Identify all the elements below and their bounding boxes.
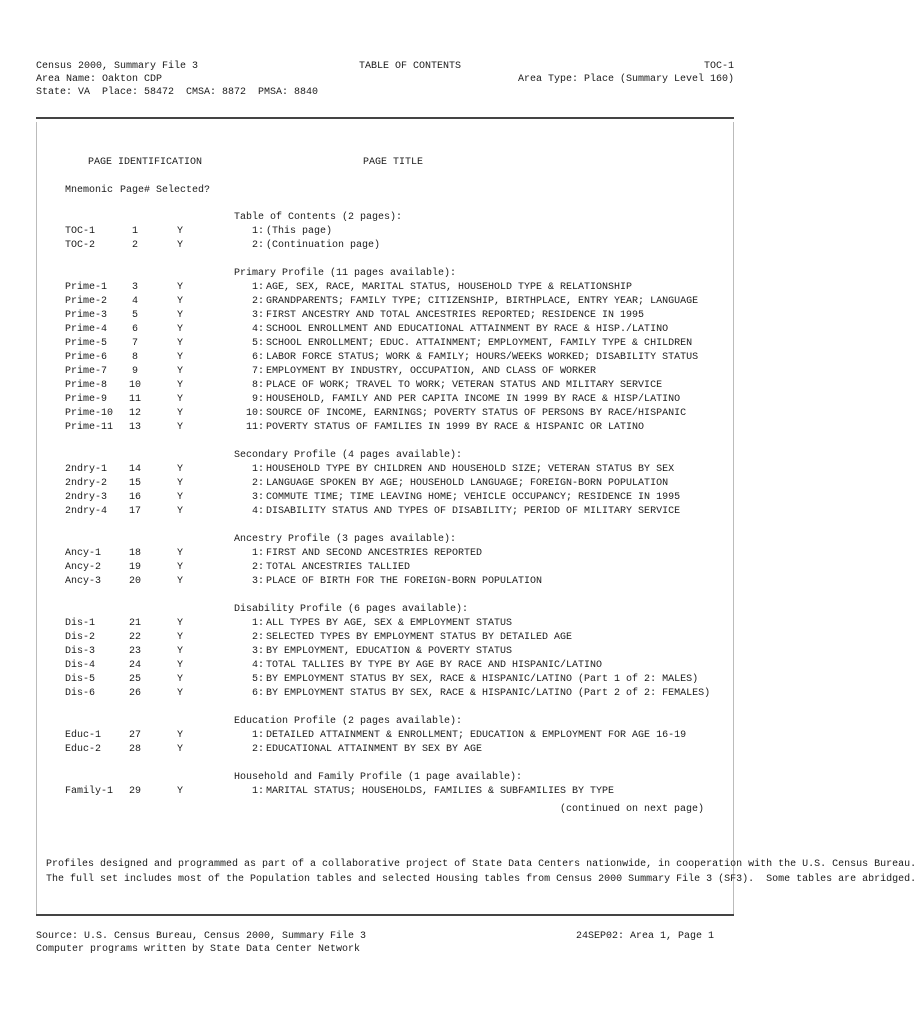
page-number-cell: 16 <box>128 492 141 503</box>
mnemonic-cell: Dis-4 <box>65 660 96 671</box>
mnemonic-cell: Ancy-1 <box>65 548 102 559</box>
mnemonic-cell: Prime-3 <box>65 310 108 321</box>
item-number-cell: 2: <box>251 744 264 755</box>
mnemonic-cell: Educ-1 <box>65 730 102 741</box>
selected-cell: Y <box>177 632 184 643</box>
toc-row <box>0 631 730 645</box>
item-title-cell: (Continuation page) <box>266 240 381 251</box>
selected-cell: Y <box>177 422 184 433</box>
section-title: Ancestry Profile (3 pages available): <box>234 534 457 545</box>
toc-row <box>0 239 730 253</box>
toc-row <box>0 323 730 337</box>
page-number-cell: 4 <box>131 296 138 307</box>
item-number-cell: 1: <box>251 548 264 559</box>
selected-cell: Y <box>177 380 184 391</box>
item-title-cell: EMPLOYMENT BY INDUSTRY, OCCUPATION, AND CLASS OF WORKER <box>266 366 597 377</box>
mnemonic-cell: Dis-5 <box>65 674 96 685</box>
toc-row <box>0 351 730 365</box>
item-title-cell: BY EMPLOYMENT STATUS BY SEX, RACE & HISPANIC/LATINO (Part 2 of 2: FEMALES) <box>266 688 711 699</box>
toc-row <box>0 729 730 743</box>
toc-row <box>0 463 730 477</box>
selected-cell: Y <box>177 576 184 587</box>
mnemonic-cell: TOC-1 <box>65 226 96 237</box>
bottom-rule <box>36 914 734 916</box>
mnemonic-cell: Dis-6 <box>65 688 96 699</box>
selected-cell: Y <box>177 394 184 405</box>
item-title-cell: COMMUTE TIME; TIME LEAVING HOME; VEHICLE OCCUPANCY; RESIDENCE IN 1995 <box>266 492 681 503</box>
page-title-heading: PAGE TITLE <box>363 157 424 168</box>
item-number-cell: 4: <box>251 660 264 671</box>
selected-cell: Y <box>177 660 184 671</box>
mnemonic-cell: Prime-10 <box>65 408 114 419</box>
mnemonic-cell: 2ndry-3 <box>65 492 108 503</box>
toc-row <box>0 673 730 687</box>
toc-row <box>0 645 730 659</box>
item-title-cell: FIRST ANCESTRY AND TOTAL ANCESTRIES REPORTED; RESIDENCE IN 1995 <box>266 310 645 321</box>
selected-cell: Y <box>177 338 184 349</box>
page-number-cell: 9 <box>131 366 138 377</box>
selected-cell: Y <box>177 744 184 755</box>
header-page-id: TOC-1 <box>703 61 734 72</box>
item-number-cell: 2: <box>251 478 264 489</box>
selected-cell: Y <box>177 240 184 251</box>
header-area-name: Area Name: Oakton CDP <box>36 74 163 85</box>
toc-row <box>0 505 730 519</box>
item-number-cell: 2: <box>251 632 264 643</box>
page-number-cell: 20 <box>128 576 141 587</box>
item-title-cell: (This page) <box>266 226 333 237</box>
item-number-cell: 3: <box>251 646 264 657</box>
selected-cell: Y <box>177 310 184 321</box>
toc-row <box>0 617 730 631</box>
selected-heading: Selected? <box>156 185 211 196</box>
page-number-cell: 12 <box>128 408 141 419</box>
selected-cell: Y <box>177 478 184 489</box>
item-title-cell: HOUSEHOLD, FAMILY AND PER CAPITA INCOME IN 1999 BY RACE & HISP/LATINO <box>266 394 681 405</box>
toc-row <box>0 547 730 561</box>
page-number-cell: 21 <box>128 618 141 629</box>
profile-note-line1: Profiles designed and programmed as part of a collaborative project of State Data Centers nationwide, in cooperation with the U.S. Census Bureau. <box>46 859 916 870</box>
selected-cell: Y <box>177 352 184 363</box>
item-title-cell: PLACE OF WORK; TRAVEL TO WORK; VETERAN STATUS AND MILITARY SERVICE <box>266 380 663 391</box>
item-title-cell: LANGUAGE SPOKEN BY AGE; HOUSEHOLD LANGUAGE; FOREIGN-BORN POPULATION <box>266 478 669 489</box>
selected-cell: Y <box>177 730 184 741</box>
toc-row <box>0 421 730 435</box>
toc-row <box>0 491 730 505</box>
footer-programs: Computer programs written by State Data Center Network <box>36 944 361 955</box>
page-number-cell: 11 <box>128 394 141 405</box>
page-number-cell: 26 <box>128 688 141 699</box>
item-number-cell: 6: <box>251 352 264 363</box>
header-doc-title: TABLE OF CONTENTS <box>359 61 462 72</box>
item-number-cell: 6: <box>251 688 264 699</box>
page-number-cell: 19 <box>128 562 141 573</box>
mnemonic-cell: Prime-9 <box>65 394 108 405</box>
page-number-cell: 29 <box>128 786 141 797</box>
toc-row <box>0 309 730 323</box>
page-number-cell: 6 <box>131 324 138 335</box>
mnemonic-cell: TOC-2 <box>65 240 96 251</box>
item-title-cell: DISABILITY STATUS AND TYPES OF DISABILITY; PERIOD OF MILITARY SERVICE <box>266 506 681 517</box>
page-number-cell: 14 <box>128 464 141 475</box>
item-number-cell: 3: <box>251 492 264 503</box>
selected-cell: Y <box>177 674 184 685</box>
page-number-cell: 18 <box>128 548 141 559</box>
page-number-cell: 3 <box>131 282 138 293</box>
page-identification-heading: PAGE IDENTIFICATION <box>88 157 203 168</box>
header-geo-codes: State: VA Place: 58472 CMSA: 8872 PMSA: 8840 <box>36 87 319 98</box>
page-number-cell: 2 <box>131 240 138 251</box>
selected-cell: Y <box>177 324 184 335</box>
page-number-cell: 17 <box>128 506 141 517</box>
toc-row <box>0 225 730 239</box>
profile-note-line2: The full set includes most of the Population tables and selected Housing tables from Census 2000 Summary File 3 (SF3). Some tables are abridged. <box>46 874 916 885</box>
item-number-cell: 2: <box>251 240 264 251</box>
mnemonic-cell: Prime-6 <box>65 352 108 363</box>
continued-note: (continued on next page) <box>559 804 704 815</box>
item-number-cell: 1: <box>251 464 264 475</box>
toc-row <box>0 575 730 589</box>
toc-row <box>0 561 730 575</box>
selected-cell: Y <box>177 786 184 797</box>
section-title: Disability Profile (6 pages available): <box>234 604 469 615</box>
item-title-cell: AGE, SEX, RACE, MARITAL STATUS, HOUSEHOLD TYPE & RELATIONSHIP <box>266 282 633 293</box>
section-title: Secondary Profile (4 pages available): <box>234 450 463 461</box>
toc-row <box>0 477 730 491</box>
item-title-cell: MARITAL STATUS; HOUSEHOLDS, FAMILIES & SUBFAMILIES BY TYPE <box>266 786 615 797</box>
item-title-cell: TOTAL ANCESTRIES TALLIED <box>266 562 411 573</box>
toc-row <box>0 337 730 351</box>
item-title-cell: PLACE OF BIRTH FOR THE FOREIGN-BORN POPULATION <box>266 576 543 587</box>
page-number-cell: 8 <box>131 352 138 363</box>
item-number-cell: 8: <box>251 380 264 391</box>
item-title-cell: SELECTED TYPES BY EMPLOYMENT STATUS BY DETAILED AGE <box>266 632 573 643</box>
selected-cell: Y <box>177 548 184 559</box>
mnemonic-cell: Educ-2 <box>65 744 102 755</box>
item-title-cell: HOUSEHOLD TYPE BY CHILDREN AND HOUSEHOLD SIZE; VETERAN STATUS BY SEX <box>266 464 675 475</box>
selected-cell: Y <box>177 688 184 699</box>
item-title-cell: LABOR FORCE STATUS; WORK & FAMILY; HOURS/WEEKS WORKED; DISABILITY STATUS <box>266 352 699 363</box>
item-number-cell: 4: <box>251 324 264 335</box>
mnemonic-cell: Dis-3 <box>65 646 96 657</box>
selected-cell: Y <box>177 296 184 307</box>
page-number-cell: 5 <box>131 310 138 321</box>
footer-page-stamp: 24SEP02: Area 1, Page 1 <box>575 931 714 942</box>
item-number-cell: 1: <box>251 282 264 293</box>
page-number-cell: 22 <box>128 632 141 643</box>
page-number-cell: 1 <box>131 226 138 237</box>
page-number-cell: 23 <box>128 646 141 657</box>
page-number-cell: 28 <box>128 744 141 755</box>
item-number-cell: 7: <box>251 366 264 377</box>
toc-row <box>0 393 730 407</box>
footer-source: Source: U.S. Census Bureau, Census 2000, Summary File 3 <box>36 931 367 942</box>
mnemonic-cell: Prime-8 <box>65 380 108 391</box>
item-title-cell: BY EMPLOYMENT STATUS BY SEX, RACE & HISPANIC/LATINO (Part 1 of 2: MALES) <box>266 674 699 685</box>
selected-cell: Y <box>177 562 184 573</box>
item-title-cell: EDUCATIONAL ATTAINMENT BY SEX BY AGE <box>266 744 483 755</box>
toc-row <box>0 659 730 673</box>
mnemonic-cell: 2ndry-2 <box>65 478 108 489</box>
item-title-cell: SCHOOL ENROLLMENT AND EDUCATIONAL ATTAINMENT BY RACE & HISP./LATINO <box>266 324 669 335</box>
item-number-cell: 2: <box>251 562 264 573</box>
mnemonic-cell: Family-1 <box>65 786 114 797</box>
item-number-cell: 9: <box>251 394 264 405</box>
mnemonic-cell: Dis-1 <box>65 618 96 629</box>
selected-cell: Y <box>177 506 184 517</box>
item-title-cell: DETAILED ATTAINMENT & ENROLLMENT; EDUCATION & EMPLOYMENT FOR AGE 16-19 <box>266 730 687 741</box>
item-title-cell: POVERTY STATUS OF FAMILIES IN 1999 BY RACE & HISPANIC OR LATINO <box>266 422 645 433</box>
item-number-cell: 10: <box>245 408 264 419</box>
mnemonic-heading: Mnemonic <box>65 185 114 196</box>
section-title: Table of Contents (2 pages): <box>234 212 403 223</box>
item-number-cell: 1: <box>251 730 264 741</box>
toc-row <box>0 281 730 295</box>
item-title-cell: ALL TYPES BY AGE, SEX & EMPLOYMENT STATUS <box>266 618 513 629</box>
item-title-cell: GRANDPARENTS; FAMILY TYPE; CITIZENSHIP, BIRTHPLACE, ENTRY YEAR; LANGUAGE <box>266 296 699 307</box>
top-rule <box>36 117 734 119</box>
mnemonic-cell: Ancy-3 <box>65 576 102 587</box>
item-title-cell: FIRST AND SECOND ANCESTRIES REPORTED <box>266 548 483 559</box>
mnemonic-cell: Dis-2 <box>65 632 96 643</box>
item-number-cell: 4: <box>251 506 264 517</box>
item-title-cell: SCHOOL ENROLLMENT; EDUC. ATTAINMENT; EMPLOYMENT, FAMILY TYPE & CHILDREN <box>266 338 693 349</box>
page-number-cell: 27 <box>128 730 141 741</box>
mnemonic-cell: 2ndry-1 <box>65 464 108 475</box>
right-border <box>733 122 734 916</box>
header-source-title: Census 2000, Summary File 3 <box>36 61 199 72</box>
selected-cell: Y <box>177 282 184 293</box>
page-number-cell: 13 <box>128 422 141 433</box>
selected-cell: Y <box>177 366 184 377</box>
item-number-cell: 1: <box>251 786 264 797</box>
mnemonic-cell: Ancy-2 <box>65 562 102 573</box>
item-number-cell: 2: <box>251 296 264 307</box>
section-title: Household and Family Profile (1 page available): <box>234 772 523 783</box>
mnemonic-cell: Prime-7 <box>65 366 108 377</box>
mnemonic-cell: Prime-1 <box>65 282 108 293</box>
item-number-cell: 3: <box>251 310 264 321</box>
selected-cell: Y <box>177 492 184 503</box>
toc-row <box>0 687 730 701</box>
mnemonic-cell: 2ndry-4 <box>65 506 108 517</box>
mnemonic-cell: Prime-4 <box>65 324 108 335</box>
page-number-cell: 15 <box>128 478 141 489</box>
toc-row <box>0 407 730 421</box>
page-number-cell: 7 <box>131 338 138 349</box>
item-title-cell: SOURCE OF INCOME, EARNINGS; POVERTY STATUS OF PERSONS BY RACE/HISPANIC <box>266 408 687 419</box>
selected-cell: Y <box>177 646 184 657</box>
page-number-cell: 10 <box>128 380 141 391</box>
item-number-cell: 5: <box>251 338 264 349</box>
header-area-type: Area Type: Place (Summary Level 160) <box>517 74 734 85</box>
selected-cell: Y <box>177 408 184 419</box>
item-number-cell: 5: <box>251 674 264 685</box>
page-number-cell: 24 <box>128 660 141 671</box>
mnemonic-cell: Prime-5 <box>65 338 108 349</box>
section-title: Education Profile (2 pages available): <box>234 716 463 727</box>
item-number-cell: 1: <box>251 618 264 629</box>
toc-row <box>0 379 730 393</box>
item-title-cell: TOTAL TALLIES BY TYPE BY AGE BY RACE AND HISPANIC/LATINO <box>266 660 603 671</box>
selected-cell: Y <box>177 618 184 629</box>
item-title-cell: BY EMPLOYMENT, EDUCATION & POVERTY STATUS <box>266 646 513 657</box>
section-title: Primary Profile (11 pages available): <box>234 268 457 279</box>
item-number-cell: 3: <box>251 576 264 587</box>
mnemonic-cell: Prime-2 <box>65 296 108 307</box>
toc-row <box>0 743 730 757</box>
item-number-cell: 11: <box>245 422 264 433</box>
selected-cell: Y <box>177 226 184 237</box>
page-number-heading: Page# <box>120 185 151 196</box>
item-number-cell: 1: <box>251 226 264 237</box>
toc-row <box>0 785 730 799</box>
toc-row <box>0 365 730 379</box>
page-number-cell: 25 <box>128 674 141 685</box>
mnemonic-cell: Prime-11 <box>65 422 114 433</box>
toc-row <box>0 295 730 309</box>
selected-cell: Y <box>177 464 184 475</box>
